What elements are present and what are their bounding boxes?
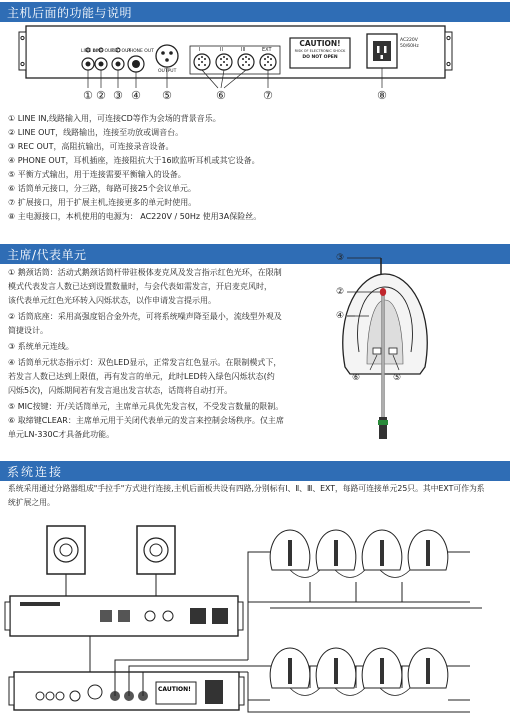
system-description-cont: 统扩展之用。 <box>8 498 55 507</box>
list-item: ⑧ 主电源接口，本机使用的电源为： AC220V / 50Hz 使用3A保险丝。 <box>8 212 262 221</box>
list-item: 模式代表发言人数已达到设置数量时，与会代表如需发言，开启麦克风时， <box>8 282 272 291</box>
host-caution-label: CAUTION! <box>158 686 191 693</box>
mic-unit-row-upper <box>270 530 448 570</box>
list-item: 闪烁5次)，闪烁期间若有发言退出发言状态，话筒将自动打开。 <box>8 386 233 395</box>
host-unit <box>9 672 244 710</box>
list-item: ① LINE IN,线路输入用，可连接CD等作为会场的背景音乐。 <box>8 114 221 123</box>
speaker-right <box>137 526 175 574</box>
list-item: ⑥ 话筒单元接口，分三路，每路可接25个会议单元。 <box>8 184 196 193</box>
section-header <box>0 2 510 22</box>
power-label-freq: 50/60Hz <box>400 44 419 49</box>
rear-panel-diagram <box>0 24 510 114</box>
power-label-voltage: AC220V <box>400 38 418 43</box>
callout-8: ⑧ <box>377 89 387 102</box>
label-line-out: LINE OUT <box>93 49 115 54</box>
caution-title: CAUTION! <box>299 39 341 48</box>
list-item: ② LINE OUT，线路输出，连接至功放或调音台。 <box>8 128 184 137</box>
system-description: 系统采用通过分路器组成"手拉手"方式进行连接,主机后面板共设有四路,分别标有Ⅰ、Ⅱ、Ⅲ、EXT，每路可连接单元25只。其中EXT可作为系 <box>8 484 485 493</box>
label-rec-out: REC OUT <box>111 49 132 54</box>
list-item: 该代表单元红色光环转入闪烁状态，以作申请发言提示用。 <box>8 296 216 305</box>
mic-callout: ⑤ <box>393 373 402 383</box>
list-item: 若发言人数已达到上限值，再有发言的单元，此时LED转入绿色闪烁状态(约 <box>8 372 275 381</box>
callout-3: ③ <box>113 89 123 102</box>
list-item: ⑦ 扩展接口，用于扩展主机,连接更多的单元时使用。 <box>8 198 197 207</box>
caution-sub: RISK OF ELECTRONIC SHOCK <box>294 49 346 53</box>
system-connection-diagram <box>0 510 510 713</box>
mic-callout: ③ <box>336 253 345 263</box>
list-item: ⑥ 取缔键CLEAR：主席单元用于关闭代表单元的发言来控制会场秩序。仅主席 <box>8 416 284 425</box>
label-line-in: LINE IN <box>81 49 98 54</box>
label-ch3: III <box>241 47 246 53</box>
list-item: ④ 话筒单元状态指示灯：双色LED显示，正常发言红色显示。在限制模式下， <box>8 358 282 367</box>
list-item: 简捷设计。 <box>8 326 48 335</box>
callout-5: ⑤ <box>162 89 172 102</box>
list-item: ① 鹅颈话筒：活动式鹅颈话筒杆带驻极体麦克风及发言指示红色光环，在限制 <box>8 268 282 277</box>
callout-4: ④ <box>131 89 141 102</box>
microphone-unit-illustration <box>325 252 475 447</box>
label-output: OUTPUT <box>158 69 177 74</box>
label-ch1: I <box>199 47 201 53</box>
amplifier <box>5 596 243 636</box>
label-ext: EXT <box>262 47 272 53</box>
label-phone-out: PHONE OUT <box>127 49 154 54</box>
section-header <box>0 461 510 481</box>
list-item: ⑤ 平衡方式输出，用于连接需要平衡输入的设备。 <box>8 170 186 179</box>
list-item: 单元LN-330C才具备此功能。 <box>8 430 115 439</box>
list-item: ⑤ MIC按键：开/关话筒单元，主席单元具优先发言权，不受发言数量的限制。 <box>8 402 284 411</box>
mic-callout: ④ <box>336 311 345 321</box>
section-title: 主席/代表单元 <box>7 248 87 262</box>
speaker-left <box>47 526 85 574</box>
callout-1: ① <box>83 89 93 102</box>
section-title: 系统连接 <box>7 465 64 479</box>
list-item: ③ REC OUT，高阻抗输出，可连接录音设备。 <box>8 142 174 151</box>
caution-warn: DO NOT OPEN <box>302 55 338 60</box>
mic-unit-row-lower <box>270 648 448 688</box>
callout-6: ⑥ <box>216 89 226 102</box>
label-ch2: II <box>220 47 223 53</box>
list-item: ④ PHONE OUT，耳机插座，连接阻抗大于16欧监听耳机或其它设备。 <box>8 156 260 165</box>
section-title: 主机后面的功能与说明 <box>7 6 133 20</box>
mic-callout: ⑥ <box>352 373 361 383</box>
list-item: ③ 系统单元连线。 <box>8 342 74 351</box>
mic-callout: ② <box>336 287 345 297</box>
callout-2: ② <box>96 89 106 102</box>
callout-7: ⑦ <box>263 89 273 102</box>
list-item: ② 话筒底座：采用高强度铝合金外壳，可将系统噪声降至最小，流线型外观及 <box>8 312 282 321</box>
